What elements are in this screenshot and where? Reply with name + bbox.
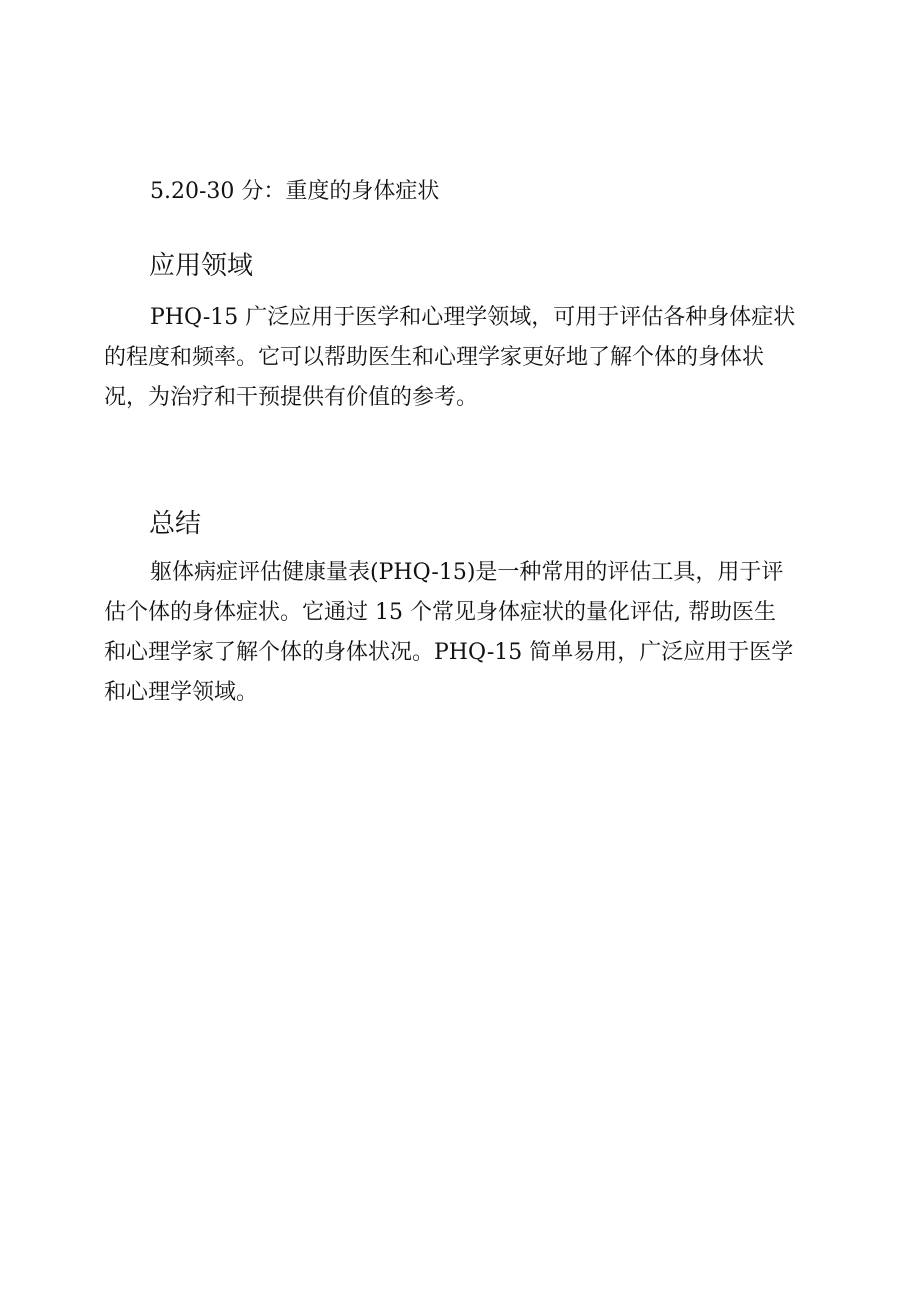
list-item-severe-symptoms: 5.20-30 分：重度的身体症状 bbox=[150, 179, 440, 204]
section-heading-application: 应用领域 bbox=[149, 251, 254, 281]
paragraph-line: 估个体的身体症状。它通过 15 个常见身体症状的量化评估, 帮助医生 bbox=[104, 600, 776, 625]
paragraph-line: PHQ-15 广泛应用于医学和心理学领域，可用于评估各种身体症状 bbox=[150, 305, 796, 330]
paragraph-line: 况，为治疗和干预提供有价值的参考。 bbox=[104, 385, 479, 410]
section-heading-summary: 总结 bbox=[149, 509, 202, 539]
paragraph-line: 的程度和频率。它可以帮助医生和心理学家更好地了解个体的身体状 bbox=[104, 345, 765, 370]
paragraph-line: 和心理学领域。 bbox=[104, 680, 259, 705]
paragraph-line: 躯体病症评估健康量表(PHQ-15)是一种常用的评估工具，用于评 bbox=[150, 560, 784, 585]
paragraph-application bbox=[104, 298, 816, 418]
paragraph-summary bbox=[104, 553, 816, 713]
paragraph-line: 和心理学家了解个体的身体状况。PHQ-15 简单易用，广泛应用于医学 bbox=[104, 640, 794, 665]
